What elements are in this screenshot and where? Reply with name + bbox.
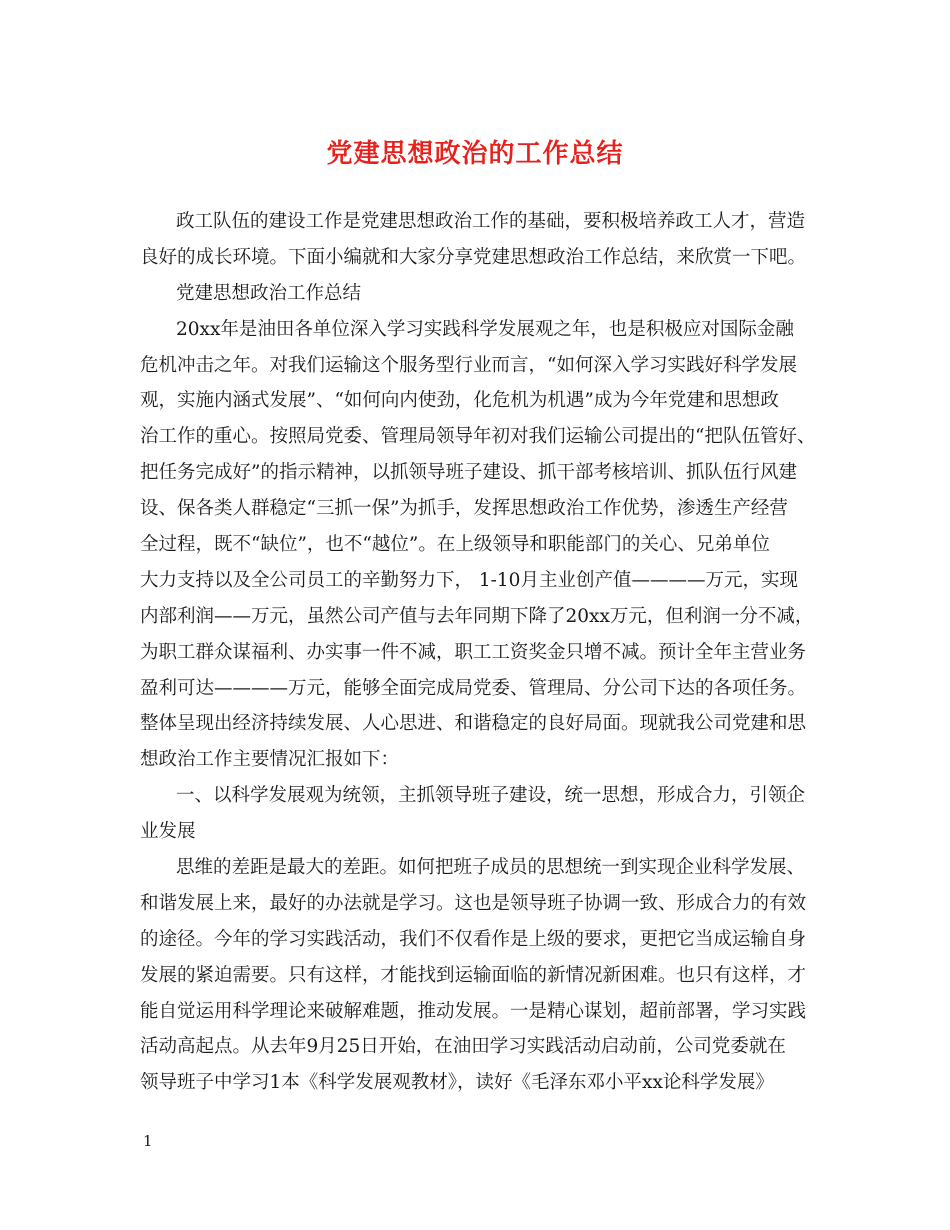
text-line: 整体呈现出经济持续发展、人心思进、和谐稳定的良好局面。现就我公司党建和思 bbox=[140, 713, 807, 735]
text-line: 能自觉运用科学理论来破解难题，推动发展。一是精心谋划，超前部署，学习实践 bbox=[140, 1000, 807, 1022]
text-line: 思维的差距是最大的差距。如何把班子成员的思想统一到实现企业科学发展、 bbox=[176, 857, 806, 879]
text-line: 良好的成长环境。下面小编就和大家分享党建思想政治工作总结，来欣赏一下吧。 bbox=[140, 246, 807, 268]
text-line: 危机冲击之年。对我们运输这个服务型行业而言，“如何深入学习实践好科学发展 bbox=[140, 354, 797, 376]
text-line: 盈利可达————万元，能够全面完成局党委、管理局、分公司下达的各项任务。 bbox=[140, 677, 807, 699]
text-line: 20xx年是油田各单位深入学习实践科学发展观之年，也是积极应对国际金融 bbox=[176, 318, 794, 340]
text-line: 领导班子中学习1本《科学发展观教材》，读好《毛泽东邓小平xx论科学发展》 bbox=[140, 1072, 774, 1094]
text-line: 的途径。今年的学习实践活动，我们不仅看作是上级的要求，更把它当成运输自身 bbox=[140, 928, 807, 950]
text-line: 设、保各类人群稳定“三抓一保”为抓手，发挥思想政治工作优势，渗透生产经营 bbox=[140, 498, 788, 520]
text-line: 观，实施内涵式发展”、“如何向内使劲，化危机为机遇”成为今年党建和思想政 bbox=[140, 390, 779, 412]
section-heading: 一、以科学发展观为统领，主抓领导班子建设，统一思想，形成合力，引领企 bbox=[176, 785, 806, 807]
section-heading: 党建思想政治工作总结 bbox=[176, 282, 362, 304]
text-line: 大力支持以及全公司员工的辛勤努力下， 1-10月主业创产值————万元，实现 bbox=[140, 569, 798, 591]
text-line: 发展的紧迫需要。只有这样，才能找到运输面临的新情况新困难。也只有这样，才 bbox=[140, 964, 807, 986]
text-line: 政工队伍的建设工作是党建思想政治工作的基础，要积极培养政工人才，营造 bbox=[176, 211, 806, 232]
text-line: 活动高起点。从去年9月25日开始，在油田学习实践活动启动前，公司党委就在 bbox=[140, 1036, 786, 1058]
text-line: 全过程，既不“缺位”，也不“越位”。在上级领导和职能部门的关心、兄弟单位 bbox=[140, 534, 770, 556]
text-line: 内部利润——万元，虽然公司产值与去年同期下降了20xx万元，但利润一分不减， bbox=[140, 605, 814, 627]
text-line: 和谐发展上来，最好的办法就是学习。这也是领导班子协调一致、形成合力的有效 bbox=[140, 892, 807, 914]
text-line: 把任务完成好”的指示精神，以抓领导班子建设、抓干部考核培训、抓队伍行风建 bbox=[140, 462, 797, 484]
page-number: 1 bbox=[143, 1132, 153, 1150]
document-body bbox=[140, 204, 820, 1101]
text-line: 治工作的重心。按照局党委、管理局领导年初对我们运输公司提出的“把队伍管好、 bbox=[140, 426, 816, 448]
text-line: 为职工群众谋福利、办实事一件不减，职工工资奖金只增不减。预计全年主营业务 bbox=[140, 641, 807, 663]
document-title: 党建思想政治的工作总结 bbox=[326, 139, 624, 169]
text-line: 想政治工作主要情况汇报如下： bbox=[140, 749, 400, 771]
text-line: 业发展 bbox=[140, 821, 196, 843]
